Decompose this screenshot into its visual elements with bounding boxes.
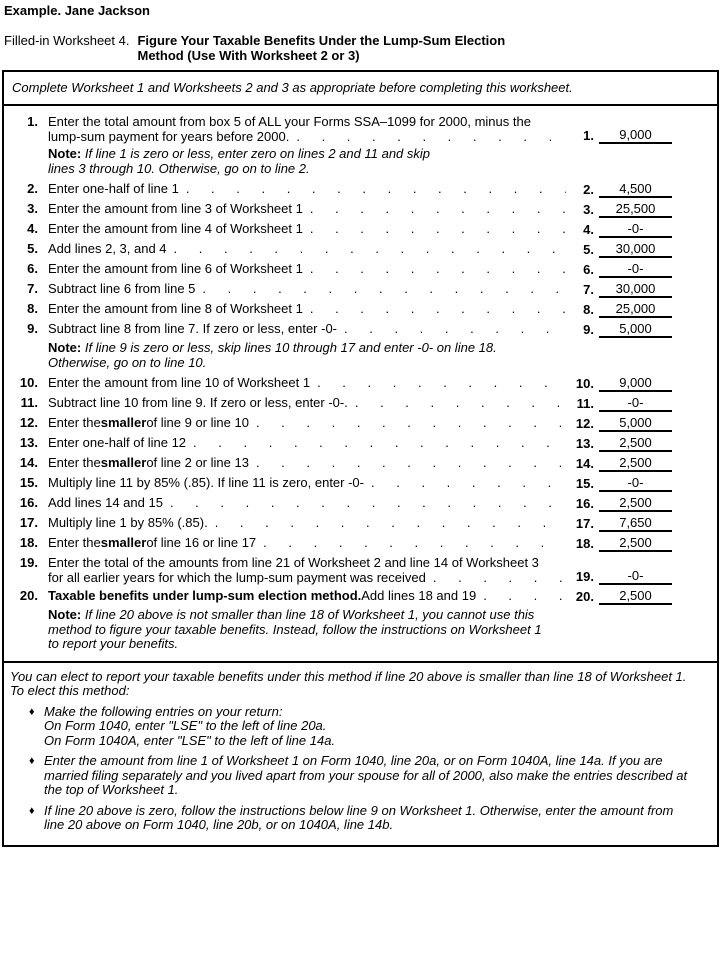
amount-entry: [570, 515, 672, 532]
worksheet-title-line2: Method (Use With Worksheet 2 or 3): [137, 48, 360, 63]
amount-line-number: 13.: [575, 436, 594, 451]
worksheet-row: [10, 475, 672, 492]
amount-value: -0-: [599, 261, 672, 278]
amount-entry: [570, 588, 672, 605]
line-text: [48, 415, 568, 430]
amount-line-number: 9.: [583, 322, 594, 337]
line-text-segment: Enter the total amount from box 5 of ALL your Forms SSA–1099 for 2000, minus the: [48, 114, 531, 129]
worksheet-rows: [4, 106, 717, 661]
line-number: 20.: [19, 588, 38, 603]
bullet-icon: ♦: [29, 705, 35, 718]
worksheet-row: [10, 535, 672, 552]
line-number: 6.: [27, 261, 38, 276]
note-line: [48, 162, 672, 177]
worksheet-row: [10, 261, 672, 278]
line-text-segment: for all earlier years for which the lump-sum payment was received: [48, 570, 426, 585]
note-line: [48, 356, 672, 371]
amount-line-number: 3.: [583, 202, 594, 217]
bullet-text-line: If line 20 above is zero, follow the instructions below line 9 on Worksheet 1. Otherwise, enter the amount from: [44, 802, 674, 818]
line-text: [48, 321, 568, 336]
line-text-row: [48, 435, 568, 450]
amount-value: -0-: [599, 568, 672, 585]
bullet-text: [44, 754, 711, 798]
line-text: [48, 281, 568, 296]
dot-leader: [310, 221, 566, 236]
line-text-row: [48, 375, 568, 390]
line-text-segment: Enter the amount from line 6 of Worksheet 1: [48, 261, 303, 276]
amount-value: -0-: [599, 395, 672, 412]
amount-line-number: 19.: [575, 569, 594, 584]
line-text-segment: Enter the: [48, 455, 101, 470]
line-text-segment: Enter the amount from line 8 of Worksheet 1: [48, 301, 303, 316]
election-bullet-item: [10, 705, 711, 749]
worksheet-note: [48, 608, 672, 652]
line-number: 8.: [27, 301, 38, 316]
line-text-segment: Subtract line 8 from line 7. If zero or less, enter -0-: [48, 321, 338, 336]
worksheet-title-row: [4, 33, 721, 63]
amount-line-number: 7.: [583, 282, 594, 297]
amount-line-number: 4.: [583, 222, 594, 237]
amount-value: -0-: [599, 221, 672, 238]
amount-entry: [570, 261, 672, 278]
line-text: [48, 395, 568, 410]
line-text-row: [48, 129, 568, 144]
note-text: method to figure your taxable benefits. Instead, follow the instructions on Worksheet 1: [48, 621, 542, 637]
line-text-segment: Enter one-half of line 1: [48, 181, 179, 196]
amount-value: 2,500: [599, 435, 672, 452]
line-text-row: [48, 281, 568, 296]
dot-leader: [256, 415, 566, 430]
line-number: 14.: [19, 455, 38, 470]
note-text: lines 3 through 10. Otherwise, go on to line 2.: [48, 160, 310, 176]
line-text: [48, 201, 568, 216]
line-text-segment: Enter the: [48, 415, 101, 430]
amount-entry: [570, 127, 672, 144]
amount-entry: [570, 201, 672, 218]
dot-leader: [344, 321, 566, 336]
amount-value: 4,500: [599, 181, 672, 198]
amount-value: 2,500: [599, 535, 672, 552]
worksheet-box: [2, 70, 719, 847]
worksheet-row: [10, 375, 672, 392]
worksheet-instruction: Complete Worksheet 1 and Worksheets 2 and 3 as appropriate before completing this worksheet.: [4, 72, 717, 106]
worksheet-row: [10, 588, 672, 605]
line-text-row: [48, 114, 568, 129]
worksheet-row: [10, 301, 672, 318]
line-text: [48, 114, 568, 144]
bullet-text-line: line 20 above on Form 1040, line 20b, or on 1040A, line 14b.: [44, 817, 394, 832]
line-text-segment: Enter one-half of line 12: [48, 435, 187, 450]
note-label: Note:: [48, 607, 82, 622]
line-text: [48, 221, 568, 236]
line-text: [48, 261, 568, 276]
worksheet-title: [137, 33, 505, 63]
amount-line-number: 10.: [575, 376, 594, 391]
amount-entry: [570, 395, 672, 412]
example-heading: Example. Jane Jackson: [4, 3, 150, 18]
line-text-segment: Add lines 14 and 15: [48, 495, 163, 510]
dot-leader: [202, 281, 566, 296]
line-text-row: [48, 415, 568, 430]
note-line: [48, 623, 672, 638]
dot-leader: [310, 301, 566, 316]
dot-leader: [355, 395, 566, 410]
amount-value: 5,000: [599, 321, 672, 338]
line-text: [48, 455, 568, 470]
line-text-row: [48, 515, 568, 530]
dot-leader: [483, 588, 566, 603]
amount-line-number: 15.: [575, 476, 594, 491]
bullet-text-line: Enter the amount from line 1 of Worksheet 1 on Form 1040, line 20a, or on Form 1040A, line 14a. If you are: [44, 753, 663, 768]
line-text-row: [48, 570, 568, 585]
amount-value: 2,500: [599, 588, 672, 605]
line-text-segment: Enter the: [48, 535, 101, 550]
amount-entry: [570, 375, 672, 392]
amount-entry: [570, 281, 672, 298]
dot-leader: [317, 375, 566, 390]
amount-line-number: 14.: [575, 456, 594, 471]
dot-leader: [310, 201, 566, 216]
worksheet-row: [10, 495, 672, 512]
dot-leader: [170, 495, 566, 510]
line-text: [48, 495, 568, 510]
amount-line-number: 2.: [583, 182, 594, 197]
bullet-text: [44, 705, 711, 749]
line-text-segment: smaller: [100, 455, 147, 470]
worksheet-row: [10, 181, 672, 198]
worksheet-note: [48, 147, 672, 176]
line-text-segment: of line 9 or line 10: [146, 415, 249, 430]
line-text-row: [48, 455, 568, 470]
amount-entry: [570, 455, 672, 472]
dot-leader: [193, 435, 566, 450]
line-text-row: [48, 321, 568, 336]
amount-value: 9,000: [599, 127, 672, 144]
election-intro-line: To elect this method:: [10, 683, 130, 698]
line-number: 4.: [27, 221, 38, 236]
line-text-row: [48, 301, 568, 316]
line-text-row: [48, 261, 568, 276]
line-text-row: [48, 395, 568, 410]
amount-line-number: 11.: [576, 396, 594, 411]
note-label: Note:: [48, 340, 82, 355]
worksheet-row: [10, 395, 672, 412]
line-text-segment: lump-sum payment for years before 2000.: [48, 129, 290, 144]
line-text-row: [48, 241, 568, 256]
amount-value: -0-: [599, 475, 672, 492]
line-text: [48, 475, 568, 490]
election-section: [4, 661, 717, 845]
amount-value: 30,000: [599, 241, 672, 258]
line-number: 12.: [19, 415, 38, 430]
line-text-segment: smaller: [100, 415, 147, 430]
worksheet-title-line1: Figure Your Taxable Benefits Under the Lump-Sum Election: [137, 33, 506, 48]
amount-line-number: 18.: [575, 536, 594, 551]
line-text-segment: Taxable benefits under lump-sum election method.: [48, 588, 362, 603]
amount-entry: [570, 568, 672, 585]
amount-value: 5,000: [599, 415, 672, 432]
amount-entry: [570, 241, 672, 258]
line-number: 13.: [19, 435, 38, 450]
amount-value: 2,500: [599, 495, 672, 512]
bullet-text: [44, 804, 711, 833]
line-text: [48, 555, 568, 585]
election-bullets: [10, 705, 711, 833]
line-text: [48, 435, 568, 450]
amount-line-number: 17.: [575, 516, 594, 531]
line-number: 1.: [27, 114, 38, 129]
line-number: 9.: [27, 321, 38, 336]
bullet-icon: ♦: [29, 804, 35, 817]
election-bullet-item: [10, 804, 711, 833]
amount-entry: [570, 301, 672, 318]
line-text-segment: Multiply line 1 by 85% (.85).: [48, 515, 208, 530]
worksheet-row: [10, 415, 672, 432]
line-text-segment: Subtract line 6 from line 5: [48, 281, 196, 296]
worksheet-row: [10, 241, 672, 258]
line-number: 7.: [27, 281, 38, 296]
line-number: 16.: [19, 495, 38, 510]
worksheet-label: Filled-in Worksheet 4.: [4, 33, 130, 48]
line-number: 11.: [20, 395, 38, 410]
note-text: to report your benefits.: [48, 636, 179, 651]
amount-line-number: 6.: [583, 262, 594, 277]
amount-entry: [570, 435, 672, 452]
dot-leader: [186, 181, 566, 196]
worksheet-row: [10, 435, 672, 452]
note-line: [48, 608, 672, 623]
amount-line-number: 20.: [575, 589, 594, 604]
line-text-row: [48, 495, 568, 510]
line-text-segment: Add lines 2, 3, and 4: [48, 241, 167, 256]
dot-leader: [174, 241, 566, 256]
line-number: 17.: [19, 515, 38, 530]
bullet-text-line: On Form 1040A, enter "LSE" to the left of line 14a.: [44, 732, 336, 748]
note-text: If line 1 is zero or less, enter zero on lines 2 and 11 and skip: [81, 146, 431, 161]
worksheet-row: [10, 515, 672, 532]
amount-value: 7,650: [599, 515, 672, 532]
line-number: 2.: [27, 181, 38, 196]
line-number: 15.: [19, 475, 38, 490]
amount-line-number: 8.: [583, 302, 594, 317]
line-text-segment: Multiply line 11 by 85% (.85). If line 11 is zero, enter -0-: [48, 475, 364, 490]
amount-line-number: 5.: [583, 242, 594, 257]
amount-value: 9,000: [599, 375, 672, 392]
note-line: [48, 147, 672, 162]
line-text-segment: Add lines 18 and 19: [361, 588, 477, 603]
line-number: 10.: [19, 375, 38, 390]
election-bullet-item: [10, 754, 711, 798]
line-text: [48, 375, 568, 390]
line-text: [48, 535, 568, 550]
amount-entry: [570, 321, 672, 338]
dot-leader: [256, 455, 566, 470]
line-text-segment: of line 2 or line 13: [146, 455, 249, 470]
worksheet-row: [10, 201, 672, 218]
line-text: [48, 301, 568, 316]
line-number: 18.: [19, 535, 38, 550]
dot-leader: [433, 570, 566, 585]
line-text-segment: of line 16 or line 17: [146, 535, 257, 550]
worksheet-row: [10, 281, 672, 298]
line-text-row: [48, 181, 568, 196]
dot-leader: [215, 515, 566, 530]
amount-value: 25,500: [599, 201, 672, 218]
amount-value: 30,000: [599, 281, 672, 298]
bullet-text-line: On Form 1040, enter "LSE" to the left of line 20a.: [44, 718, 327, 733]
line-text-segment: Enter the total of the amounts from line 21 of Worksheet 2 and line 14 of Worksheet 3: [48, 555, 539, 570]
line-text: [48, 588, 568, 603]
note-text: If line 20 above is not smaller than line 18 of Worksheet 1, you cannot use this: [81, 607, 535, 622]
dot-leader: [310, 261, 566, 276]
line-text-segment: smaller: [100, 535, 147, 550]
line-text-segment: Enter the amount from line 4 of Worksheet 1: [48, 221, 303, 236]
amount-entry: [570, 415, 672, 432]
dot-leader: [371, 475, 566, 490]
line-text: [48, 515, 568, 530]
amount-value: 2,500: [599, 455, 672, 472]
amount-line-number: 12.: [575, 416, 594, 431]
worksheet-row: [10, 114, 672, 144]
line-text-segment: Subtract line 10 from line 9. If zero or less, enter -0-.: [48, 395, 348, 410]
worksheet-row: [10, 455, 672, 472]
bullet-text-line: the top of Worksheet 1.: [44, 782, 179, 797]
line-text-row: [48, 555, 568, 570]
amount-entry: [570, 495, 672, 512]
amount-entry: [570, 475, 672, 492]
line-text-segment: Enter the amount from line 3 of Worksheet 1: [48, 201, 303, 216]
amount-entry: [570, 181, 672, 198]
line-number: 19.: [19, 555, 38, 570]
line-text-row: [48, 221, 568, 236]
line-number: 3.: [27, 201, 38, 216]
worksheet-row: [10, 555, 672, 585]
line-text-row: [48, 475, 568, 490]
note-text: Otherwise, go on to line 10.: [48, 354, 207, 370]
line-text: [48, 181, 568, 196]
line-text-row: [48, 201, 568, 216]
note-text: If line 9 is zero or less, skip lines 10 through 17 and enter -0- on line 18.: [81, 340, 497, 355]
dot-leader: [296, 129, 566, 144]
line-text-segment: Enter the amount from line 10 of Worksheet 1: [48, 375, 311, 390]
line-text: [48, 241, 568, 256]
note-line: [48, 341, 672, 356]
amount-line-number: 1.: [583, 128, 594, 143]
dot-leader: [263, 535, 566, 550]
note-line: [48, 637, 672, 652]
worksheet-row: [10, 221, 672, 238]
note-label: Note:: [48, 146, 82, 161]
election-intro-line: You can elect to report your taxable benefits under this method if line 20 above is smaller than line 18 of Worksheet 1.: [10, 668, 687, 684]
worksheet-note: [48, 341, 672, 370]
bullet-text-line: Make the following entries on your return:: [44, 703, 283, 719]
amount-entry: [570, 535, 672, 552]
amount-entry: [570, 221, 672, 238]
line-text-row: [48, 588, 568, 603]
amount-value: 25,000: [599, 301, 672, 318]
election-intro: [10, 670, 711, 699]
worksheet-row: [10, 321, 672, 338]
line-number: 5.: [27, 241, 38, 256]
amount-line-number: 16.: [575, 496, 594, 511]
bullet-icon: ♦: [29, 755, 35, 767]
line-text-row: [48, 535, 568, 550]
bullet-text-line: married filing separately and you lived apart from your spouse for all of 2000, also make the entries described at: [44, 767, 688, 783]
